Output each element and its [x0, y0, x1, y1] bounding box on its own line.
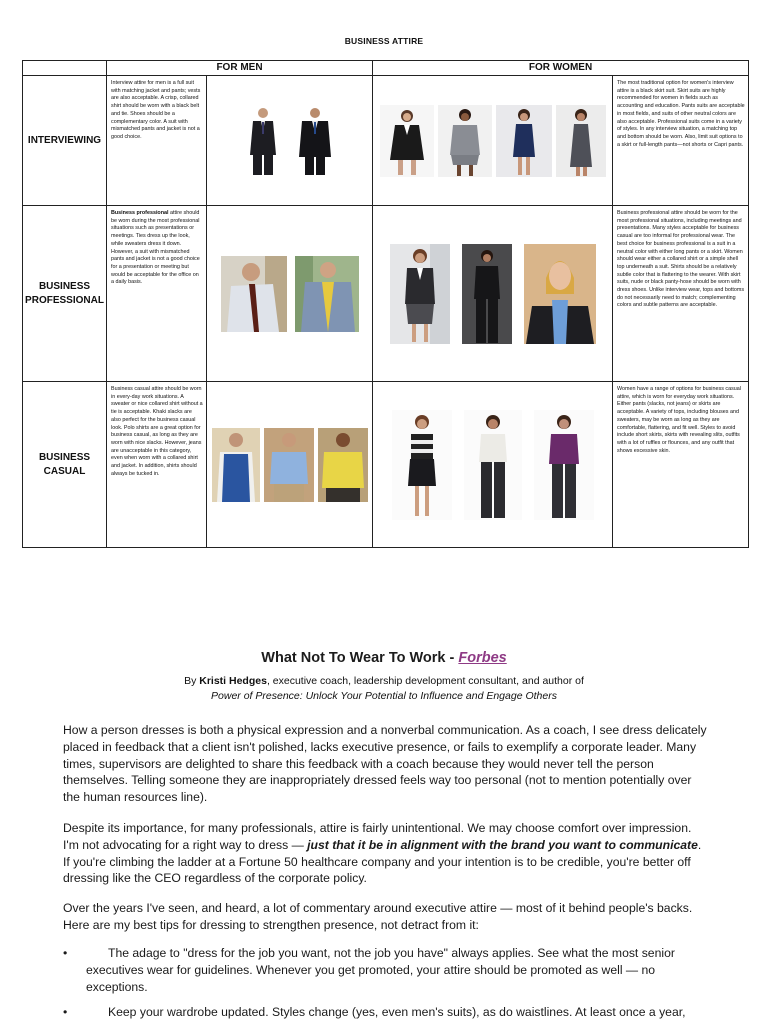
women-interviewing-text: The most traditional option for women's interview attire is a black skirt suit. Skirt suits are highly recommended for women in fields such as accounting and education. Pants suits are acceptable in most fields, and suits of other neutral colors are also acceptable. Professional suits come in a variety of styles. In any interview situation, a matching top and bottom should be worn. Also, limit suit options to a skirt or full-length pants—not shorts or Capri pants. [613, 76, 749, 206]
bullet-text-2: Keep your wardrobe updated. Styles change (yes, even men's suits), as do waistlines. At least once a year, [108, 1005, 686, 1019]
bullet-item-2 [63, 1004, 708, 1021]
woman-gray-tweed-suit-photo [438, 105, 492, 177]
men-business-casual-photos [207, 382, 373, 548]
forbes-link[interactable]: Forbes [458, 650, 507, 666]
woman-gray-dress-photo [556, 105, 606, 177]
author-name: Kristi Hedges [199, 675, 267, 687]
article [0, 650, 768, 704]
man-yellow-polo-photo [318, 428, 368, 502]
women-business-professional-photos [373, 206, 613, 382]
document-title: BUSINESS ATTIRE [344, 36, 424, 46]
man-shirt-tie-photo [221, 256, 287, 332]
article-title-text: What Not To Wear To Work - [261, 650, 459, 666]
women-business-casual-text: Women have a range of options for business casual attire, which is worn for everyday work situations. Either pants (slacks, not jeans) or skirts are acceptable. A variety of tops, including blouses and sweaters, may be worn as long as they are comfortable, flattering, and fit well. Styles to avoid include short skirts, skirts with revealing slits, outfits with a lot of ruffles or flounces, and any outfit that shows excessive skin. [613, 382, 749, 548]
bullet-item-1 [63, 945, 708, 995]
man-blue-blazer-photo [295, 256, 359, 332]
paragraph-3: Over the years I've seen, and heard, a lot of commentary around executive attire — most of it behind people's backs. Here are my best tips for dressing to strengthen presence, not detract from it: [63, 901, 693, 932]
bullet-text-1: The adage to "dress for the job you want, not the job you have" always applies. See what the most senior executives wear for guidelines. Whenever you get promoted, your attire should be promoted as well — no exceptions. [86, 946, 675, 994]
woman-striped-top-skirt-photo [392, 410, 452, 520]
row-label-interviewing: INTERVIEWING [23, 76, 107, 206]
men-bp-bold-phrase: Business professional [111, 210, 169, 216]
woman-navy-dress-photo [496, 105, 552, 177]
woman-blue-shirt-portrait-photo [524, 244, 596, 344]
men-interviewing-text: Interview attire for men is a full suit with matching jacket and pants; vests are also acceptable. A crisp, collared shirt should be worn with a black belt and tie. Shoes should be a complementary color. A suit with mismatched pants and jacket is not a good choice. [107, 76, 207, 206]
men-business-casual-text: Business casual attire should be worn in every-day work situations. A sweater or nice collared shirt without a tie is acceptable. Khaki slacks are also perfect for the business casual look. Polo shirts are a great option for business casual, as long as they are worn with nice slacks. However, jeans are unacceptable in this category, even when worn with a collared shirt and jacket. In addition, shirts should always be tucked in. [107, 382, 207, 548]
paragraph-2-start: Despite its importance, for many professionals, attire is fairly unintentional. We may choose comfort over impression. I'm not advocating for a right way to dress — [63, 821, 692, 852]
men-business-professional-photos [207, 206, 373, 382]
row-label-business-professional: BUSINESS PROFESSIONAL [23, 206, 107, 382]
woman-pant-suit-photo [462, 244, 512, 344]
man-dark-suit-photo [241, 105, 285, 177]
byline-prefix: By [184, 675, 200, 687]
header-for-men: FOR MEN [107, 61, 373, 76]
men-bp-rest: attire should be worn during the most professional situations such as presentations or meetings. Ties dress up the look, while sweaters dress it down. However, a suit with mismatched pants and jacket is not a good choice for a presentation or meeting but would be acceptable for the office on a daily basis. [111, 210, 200, 286]
woman-skirt-suit-photo [390, 244, 450, 344]
book-title: Power of Presence: Unlock Your Potential to Influence and Engage Others [211, 690, 557, 702]
bullet-symbol: • [63, 946, 68, 960]
business-attire-table [22, 60, 749, 548]
men-interviewing-photos [207, 76, 373, 206]
paragraph-1: How a person dresses is both a physical expression and a nonverbal communication. As a coach, I see dress delicately placed in feedback that a client isn't polished, lacks executive presence, or fails to exemplify a corporate leader. Many times, supervisors are delighted to share this feedback with a coach because they would never tell the person themselves. Telling someone they are inappropriately dressed feels way too personal (not to mention potentially over the human resources line). [63, 723, 707, 805]
men-business-professional-text [107, 206, 207, 382]
woman-black-suit-photo [380, 105, 434, 177]
women-business-professional-text: Business professional attire should be worn for the most professional situations, including meetings and presentations. Many styles acceptable for business casual are too informal for professional wear. The best choice for business professional is a suit in a neutral color with either long pants or a skirt. Women should wear either a collared shirt or a simple shell top underneath a suit. Shirts should be a relatively subtle color that is flattering to the wearer. With skirt suits, nude or black panty-hose should be worn with dress shoes. Unlike interview wear, tops and bottoms do not necessarily need to match; complementing colors and subtle patterns are acceptable. [613, 206, 749, 382]
women-interviewing-photos [373, 76, 613, 206]
paragraph-2-end: . If you're climbing the ladder at a Fortune 50 healthcare company and your intention is to be credible, you're better off dressing like the CEO regardless of the corporate policy. [63, 837, 702, 886]
paragraph-2-emphasis: just that it be in alignment with the brand you want to communicate [307, 837, 698, 852]
paragraph-2 [63, 820, 708, 887]
article-title [0, 650, 768, 666]
woman-white-top-slacks-photo [464, 410, 522, 520]
header-for-women: FOR WOMEN [373, 61, 749, 76]
man-black-suit-photo [291, 105, 339, 177]
women-business-casual-photos [373, 382, 613, 548]
corner-cell [23, 61, 107, 76]
row-label-business-casual: BUSINESS CASUAL [23, 382, 107, 548]
woman-purple-top-photo [534, 410, 594, 520]
article-byline [0, 674, 768, 689]
bullet-symbol: • [63, 1005, 68, 1019]
byline-suffix: , executive coach, leadership development consultant, and author of [266, 675, 584, 687]
man-blue-shirt-khakis-photo [264, 428, 314, 502]
man-blue-sweater-vest-photo [212, 428, 260, 502]
